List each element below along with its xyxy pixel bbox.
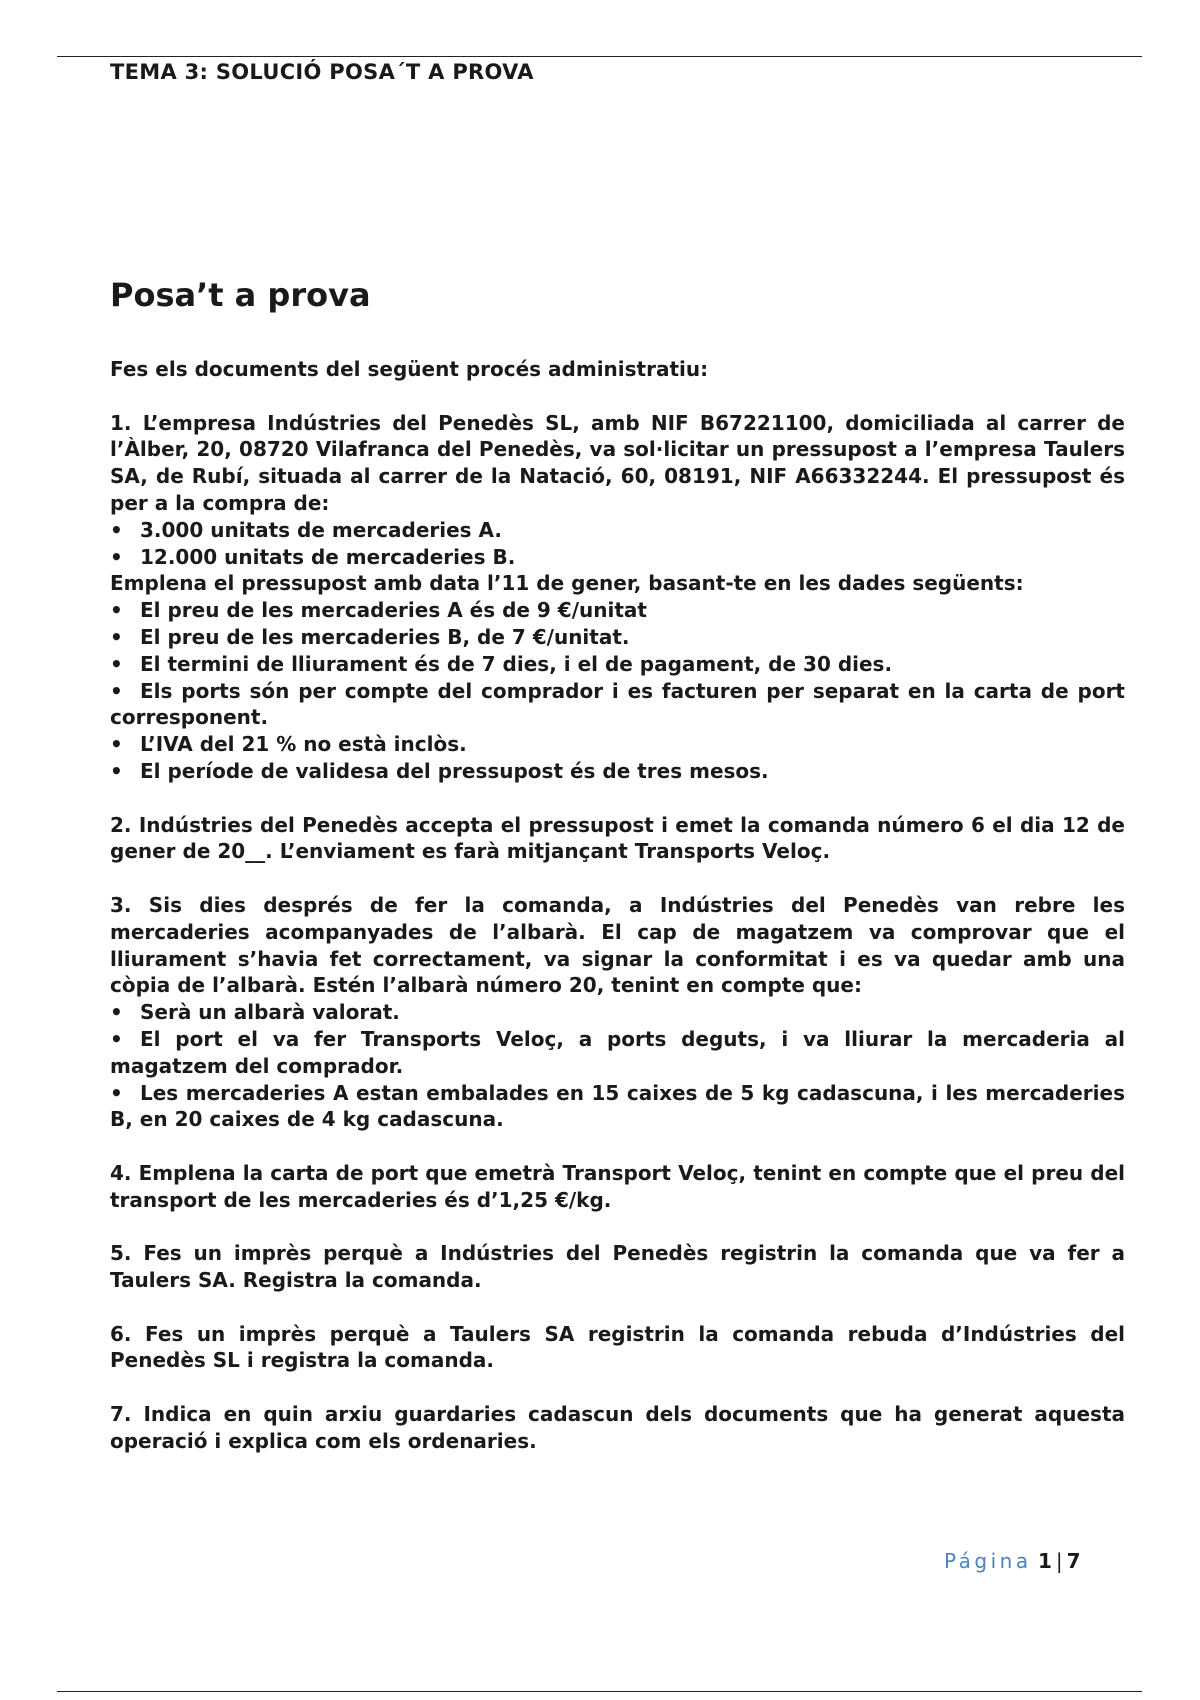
bullet-icon: • bbox=[110, 651, 123, 676]
bullet-icon: • bbox=[110, 517, 123, 542]
bullet-icon: • bbox=[110, 1026, 123, 1051]
bullet-icon: • bbox=[110, 678, 123, 703]
footer-rule bbox=[57, 1691, 1142, 1692]
list-item: • El port el va fer Transports Veloç, a ports deguts, i va lliurar la mercaderia al magatzem del comprador. bbox=[110, 1026, 1125, 1078]
task-7-text: 7. Indica en quin arxiu guardaries cadascun dels documents que ha generat aquesta operació i explica com els ordenaries. bbox=[110, 1402, 1125, 1453]
bullet-icon: • bbox=[110, 1000, 123, 1025]
page-separator: | bbox=[1055, 1549, 1063, 1573]
bullet-icon: • bbox=[110, 732, 123, 757]
bullet-icon: • bbox=[110, 758, 123, 783]
task-1-text-2: Emplena el pressupost amb data l’11 de gener, basant-te en les dades següents: bbox=[110, 571, 1024, 596]
task-3-text: 3. Sis dies després de fer la comanda, a Indústries del Penedès van rebre les mercaderies acompanyades de l’albarà. El cap de magatzem va comprovar que el lliurament s’havia fet correctament, va signar la conformitat i es va quedar amb una còpia de l’albarà. Estén l’albarà número 20, tenint en compte que: bbox=[110, 892, 1125, 998]
list-item: • 12.000 unitats de mercaderies B. bbox=[110, 544, 516, 569]
page-current: 1 bbox=[1037, 1549, 1052, 1573]
list-item: • Els ports són per compte del comprador i es facturen per separat en la carta de port corresponent. bbox=[110, 678, 1125, 730]
page-header: TEMA 3: SOLUCIÓ POSA´T A PROVA bbox=[110, 60, 534, 84]
header-rule bbox=[57, 56, 1142, 57]
page-total: 7 bbox=[1066, 1549, 1081, 1573]
list-item: • L’IVA del 21 % no està inclòs. bbox=[110, 732, 467, 757]
page-title: Posa’t a prova bbox=[110, 276, 371, 314]
task-4-text: 4. Emplena la carta de port que emetrà Transport Veloç, tenint en compte que el preu del transport de les mercaderies és d’1,25 €/kg. bbox=[110, 1160, 1125, 1212]
page-footer bbox=[944, 1549, 1081, 1573]
task-2-text: 2. Indústries del Penedès accepta el pressupost i emet la comanda número 6 el dia 12 de gener de 20__. L’enviament es farà mitjançant Transports Veloç. bbox=[110, 812, 1125, 864]
document-body bbox=[110, 356, 1125, 1455]
intro-text: Fes els documents del següent procés administratiu: bbox=[110, 357, 709, 381]
list-item: • Les mercaderies A estan embalades en 15 caixes de 5 kg cadascuna, i les mercaderies B, en 20 caixes de 4 kg cadascuna. bbox=[110, 1080, 1125, 1132]
task-3-list bbox=[110, 999, 1125, 1133]
bullet-icon: • bbox=[110, 624, 123, 649]
task-1-data-list bbox=[110, 597, 1125, 785]
bullet-icon: • bbox=[110, 1080, 123, 1105]
list-item: • Serà un albarà valorat. bbox=[110, 1000, 400, 1025]
list-item: • El període de validesa del pressupost és de tres mesos. bbox=[110, 758, 769, 783]
bullet-icon: • bbox=[110, 598, 123, 623]
list-item: • El preu de les mercaderies A és de 9 €/unitat bbox=[110, 598, 647, 623]
page-label: Página bbox=[944, 1549, 1032, 1573]
bullet-icon: • bbox=[110, 544, 123, 569]
list-item: • El termini de lliurament és de 7 dies, i el de pagament, de 30 dies. bbox=[110, 651, 893, 676]
task-6-text: 6. Fes un imprès perquè a Taulers SA registrin la comanda rebuda d’Indústries del Penedès SL i registra la comanda. bbox=[110, 1321, 1125, 1373]
task-1-list bbox=[110, 517, 1125, 571]
task-1-text: 1. L’empresa Indústries del Penedès SL, amb NIF B67221100, domiciliada al carrer de l’Àlber, 20, 08720 Vilafranca del Penedès, va sol·licitar un pressupost a l’empresa Taulers SA, de Rubí, situada al carrer de la Natació, 60, 08191, NIF A66332244. El pressupost és per a la compra de: bbox=[110, 410, 1125, 515]
list-item: • El preu de les mercaderies B, de 7 €/unitat. bbox=[110, 624, 630, 649]
task-5-text: 5. Fes un imprès perquè a Indústries del Penedès registrin la comanda que va fer a Taulers SA. Registra la comanda. bbox=[110, 1241, 1125, 1293]
list-item: • 3.000 unitats de mercaderies A. bbox=[110, 517, 502, 542]
